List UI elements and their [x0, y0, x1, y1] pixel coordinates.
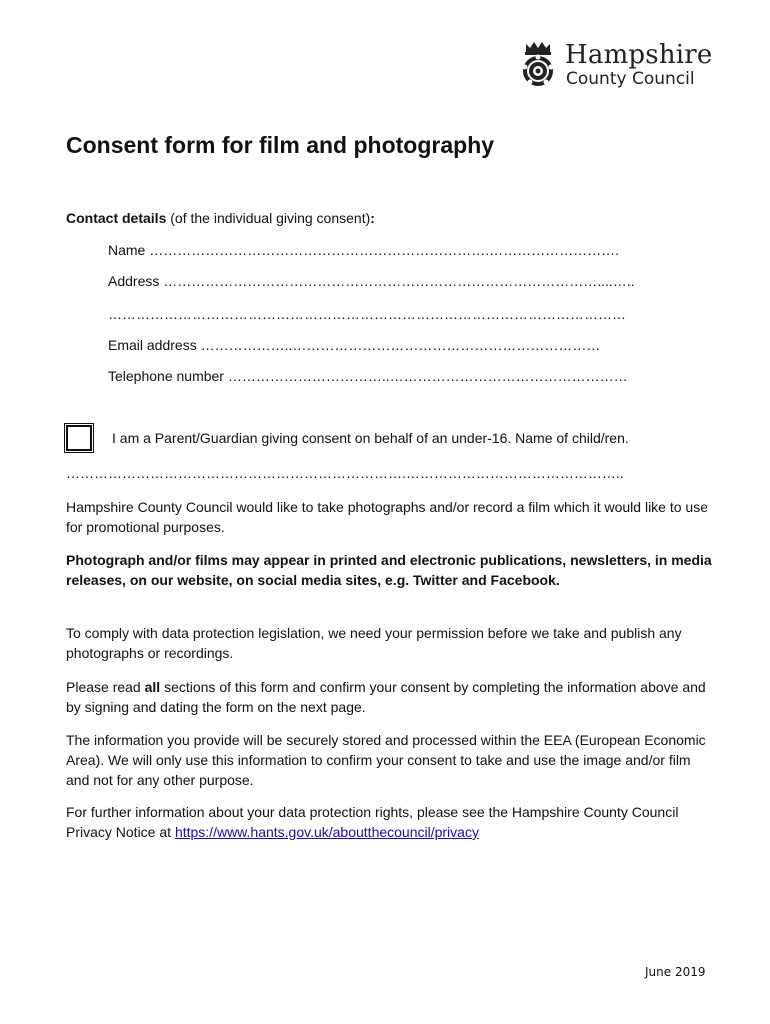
paragraph-privacy	[66, 802, 716, 842]
paragraph-read-all	[66, 677, 716, 717]
address-field[interactable]	[108, 273, 635, 289]
page-title: Consent form for film and photography	[66, 132, 495, 158]
contact-heading-rest: (of the individual giving consent)	[166, 210, 371, 226]
contact-heading-colon: :	[370, 210, 375, 226]
child-name-field[interactable]: ……………………………………………………………….………………………………………..	[66, 465, 624, 481]
logo-name-line1: Hampshire	[565, 40, 713, 70]
address-line2-dots: …………………………………………………………………………………………………	[108, 306, 626, 322]
telephone-label: Telephone number	[108, 368, 224, 384]
read-all-text-b: sections of this form and confirm your consent by completing the information above and by signing and dating the form on the next page.	[66, 679, 706, 715]
telephone-field[interactable]	[108, 368, 628, 384]
contact-heading	[66, 208, 716, 228]
email-dots: ………………..…………………………………………………………	[196, 337, 601, 353]
name-field[interactable]	[108, 242, 619, 258]
council-logo	[518, 40, 713, 90]
address-line2-field[interactable]	[108, 306, 626, 322]
read-all-bold: all	[144, 679, 161, 695]
name-label: Name	[108, 242, 146, 258]
paragraph-intro: Hampshire County Council would like to take photographs and/or record a film which it would like to use for promotional purposes.	[66, 499, 708, 535]
address-dots: …………………………………………………………………………………....…..	[159, 273, 635, 289]
privacy-notice-link[interactable]: https://www.hants.gov.uk/aboutthecouncil/privacy	[174, 824, 479, 840]
crest-icon	[518, 40, 558, 88]
email-label: Email address	[108, 337, 197, 353]
contact-heading-bold: Contact details	[66, 210, 167, 226]
read-all-text-a: Please read	[66, 679, 145, 695]
paragraph-data-protection: To comply with data protection legislation, we need your permission before we take and publish any photographs or recordings.	[66, 625, 682, 661]
logo-name-line2: County Council	[566, 69, 695, 89]
guardian-checkbox[interactable]	[66, 425, 92, 451]
name-dots: ……………………………………………………………….……………………….	[145, 242, 620, 258]
paragraph-storage: The information you provide will be securely stored and processed within the EEA (European Economic Area). We will only use this information to confirm your consent to take and use the image and/or film and not for any other purpose.	[66, 732, 706, 788]
paragraph-publications: Photograph and/or films may appear in printed and electronic publications, newsletters, in media releases, on our website, on social media sites, e.g. Twitter and Facebook.	[66, 552, 712, 588]
email-field[interactable]	[108, 337, 600, 353]
document-date: June 2019	[645, 965, 706, 979]
guardian-checkbox-label: I am a Parent/Guardian giving consent on behalf of an under-16. Name of child/ren.	[112, 430, 629, 446]
address-label: Address	[108, 273, 160, 289]
privacy-text: For further information about your data protection rights, please see the Hampshire County Council Privacy Notice at	[66, 804, 679, 840]
telephone-dots: ……………………………..……………………………………………	[223, 368, 628, 384]
